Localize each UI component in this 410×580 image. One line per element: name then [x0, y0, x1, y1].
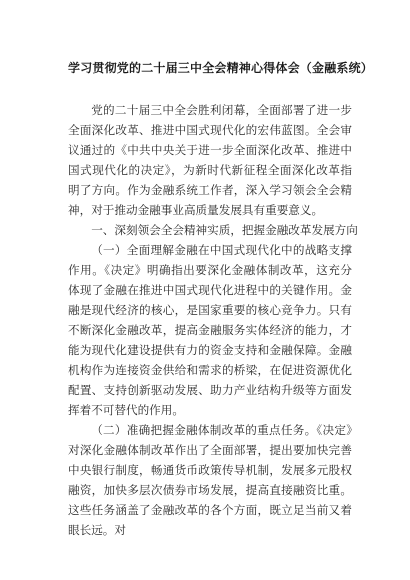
body-paragraph-2: （二）准确把握金融体制改革的重点任务。《决定》对深化金融体制改革作出了全面部署，提出要加快完善中央银行制度，畅通货币政策传导机制，发展多元股权融资，加快多层次债券市场发展，提高直接融资比重。这些任务涵盖了金融改革的各个方面，既立足当前又着眼长远。对: [68, 423, 352, 537]
intro-paragraph: 党的二十届三中全会胜利闭幕，全面部署了进一步全面深化改革、推进中国式现代化的宏伟蓝图。全会审议通过的《中共中央关于进一步全面深化改革、推进中国式现代化的决定》，为新时代新征程全面深化改革指明了方向。作为金融系统工作者，深入学习领会全会精神，对于推动金融事业高质量发展具有重要意义。: [68, 103, 352, 217]
document-title: 学习贯彻党的二十届三中全会精神心得体会（金融系统）: [68, 61, 374, 75]
section-heading: 一、深刻领会全会精神实质，把握金融改革发展方向: [91, 223, 358, 237]
body-paragraph-1: （一）全面理解金融在中国式现代化中的战略支撑作用。《决定》明确指出要深化金融体制改革，这充分体现了金融在推进中国式现代化进程中的关键作用。金融是现代经济的核心，是国家重要的核心竞争力。只有不断深化金融改革，提高金融服务实体经济的能力，才能为现代化建设提供有力的资金支持和金融保障。金融机构作为连接资金供给和需求的桥梁，在促进资源优化配置、支持创新驱动发展、助力产业结构升级等方面发挥着不可替代的作用。: [68, 243, 352, 417]
